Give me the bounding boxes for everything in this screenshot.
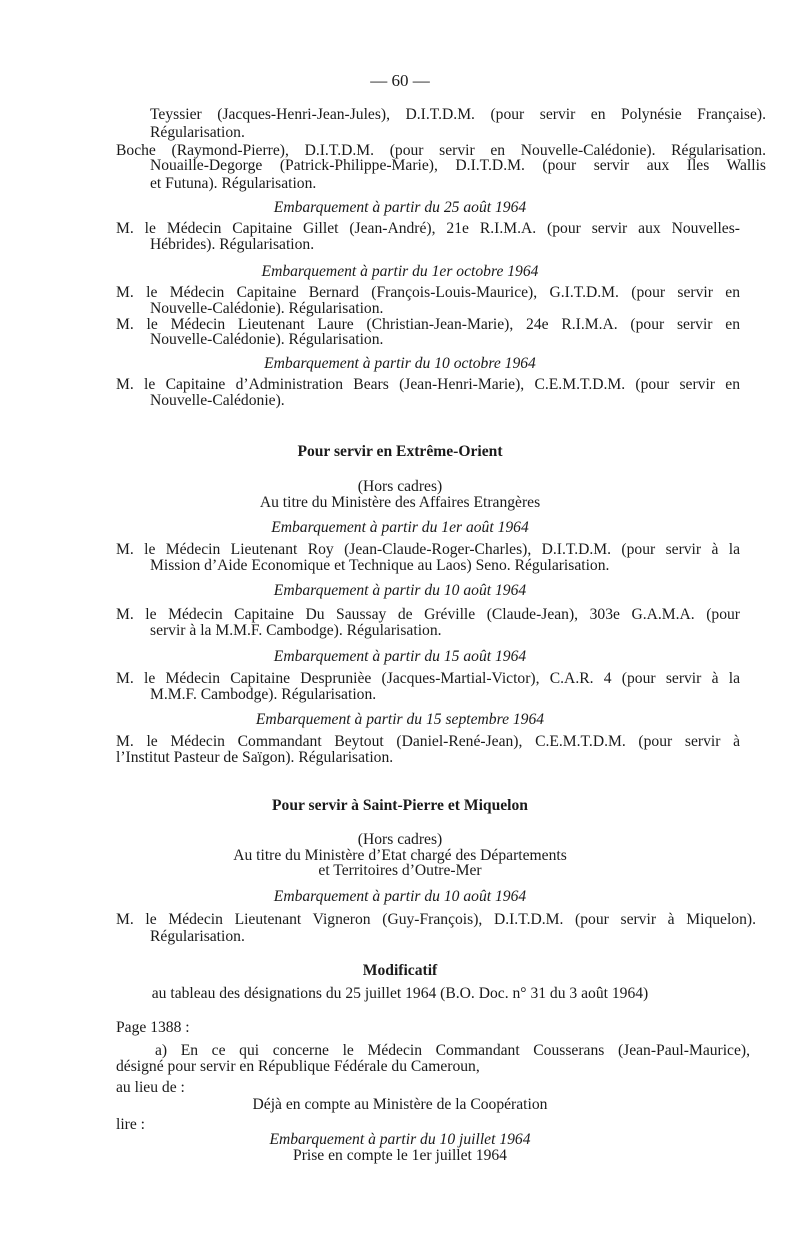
text-line: M. le Médecin Commandant Beytout (Daniel-René-Jean), C.E.M.T.D.M. (pour servir à <box>116 733 740 750</box>
section-heading: Pour servir à Saint-Pierre et Miquelon <box>272 797 528 814</box>
text-line: au lieu de : <box>116 1079 185 1096</box>
text-line: servir à la M.M.F. Cambodge). Régularisation. <box>150 622 442 639</box>
text-line: (Hors cadres) <box>357 478 443 495</box>
text-line: M. le Médecin Capitaine Bernard (François-Louis-Maurice), G.I.T.D.M. (pour servir en <box>116 284 740 301</box>
text-line: Déjà en compte au Ministère de la Coopération <box>252 1096 548 1113</box>
text-line: lire : <box>116 1116 146 1133</box>
text-line: a) En ce qui concerne le Médecin Commandant Cousserans (Jean-Paul-Maurice), <box>155 1042 750 1059</box>
text-line: Nouvelle-Calédonie). Régularisation. <box>150 331 384 348</box>
text-line: M. le Médecin Lieutenant Laure (Christian-Jean-Marie), 24e R.I.M.A. (pour servir en <box>116 316 740 333</box>
section-subheading: Embarquement à partir du 10 octobre 1964 <box>264 355 536 372</box>
text-line: Nouvelle-Calédonie). <box>150 392 285 409</box>
section-subheading: Embarquement à partir du 25 août 1964 <box>273 199 527 216</box>
text-line: et Territoires d’Outre-Mer <box>318 862 482 879</box>
text-line: Nouaille-Degorge (Patrick-Philippe-Marie), D.I.T.D.M. (pour servir aux Iles Wallis <box>150 157 766 174</box>
text-line: Au titre du Ministère des Affaires Etrangères <box>259 494 541 511</box>
text-line: M. le Médecin Lieutenant Vigneron (Guy-François), D.I.T.D.M. (pour servir à Miquelon). <box>116 911 756 928</box>
text-line: M. le Capitaine d’Administration Bears (Jean-Henri-Marie), C.E.M.T.D.M. (pour servir en <box>116 376 740 393</box>
text-line: Nouvelle-Calédonie). Régularisation. <box>150 300 384 317</box>
section-heading: Pour servir en Extrême-Orient <box>297 443 503 460</box>
text-line: au tableau des désignations du 25 juillet 1964 (B.O. Doc. n° 31 du 3 août 1964) <box>151 985 649 1002</box>
text-line: M. le Médecin Capitaine Du Saussay de Gréville (Claude-Jean), 303e G.A.M.A. (pour <box>116 606 740 623</box>
section-subheading: Embarquement à partir du 10 juillet 1964 <box>269 1131 531 1148</box>
page-number: — 60 — <box>370 71 430 90</box>
text-line: Boche (Raymond-Pierre), D.I.T.D.M. (pour servir en Nouvelle-Calédonie). Régularisation. <box>116 142 766 159</box>
text-line: Teyssier (Jacques-Henri-Jean-Jules), D.I.T.D.M. (pour servir en Polynésie Française). <box>150 106 766 123</box>
section-subheading: Embarquement à partir du 1er août 1964 <box>271 519 529 536</box>
section-subheading: Embarquement à partir du 10 août 1964 <box>273 888 527 905</box>
text-line: (Hors cadres) <box>357 831 443 848</box>
text-line: désigné pour servir en République Fédérale du Cameroun, <box>116 1058 480 1075</box>
text-line: M.M.F. Cambodge). Régularisation. <box>150 686 377 703</box>
text-line: Au titre du Ministère d’Etat chargé des Départements <box>233 847 567 864</box>
text-line: Hébrides). Régularisation. <box>150 236 315 253</box>
section-subheading: Embarquement à partir du 15 septembre 1964 <box>255 711 545 728</box>
text-line: Régularisation. <box>150 124 245 141</box>
text-line: M. le Médecin Lieutenant Roy (Jean-Claude-Roger-Charles), D.I.T.D.M. (pour servir à la <box>116 541 740 558</box>
section-subheading: Embarquement à partir du 1er octobre 1964 <box>261 263 539 280</box>
text-line: Régularisation. <box>150 928 245 945</box>
text-line: l’Institut Pasteur de Saïgon). Régularisation. <box>116 749 394 766</box>
section-subheading: Embarquement à partir du 10 août 1964 <box>273 582 527 599</box>
text-line: Mission d’Aide Economique et Technique au Laos) Seno. Régularisation. <box>150 557 610 574</box>
section-heading: Modificatif <box>362 962 438 979</box>
text-line: Prise en compte le 1er juillet 1964 <box>293 1147 507 1164</box>
text-line: M. le Médecin Capitaine Gillet (Jean-André), 21e R.I.M.A. (pour servir aux Nouvelles- <box>116 220 740 237</box>
section-subheading: Embarquement à partir du 15 août 1964 <box>273 648 527 665</box>
text-line: M. le Médecin Capitaine Desprunièe (Jacques-Martial-Victor), C.A.R. 4 (pour servir à la <box>116 670 740 687</box>
text-line: et Futuna). Régularisation. <box>150 175 317 192</box>
text-line: Page 1388 : <box>116 1019 190 1036</box>
